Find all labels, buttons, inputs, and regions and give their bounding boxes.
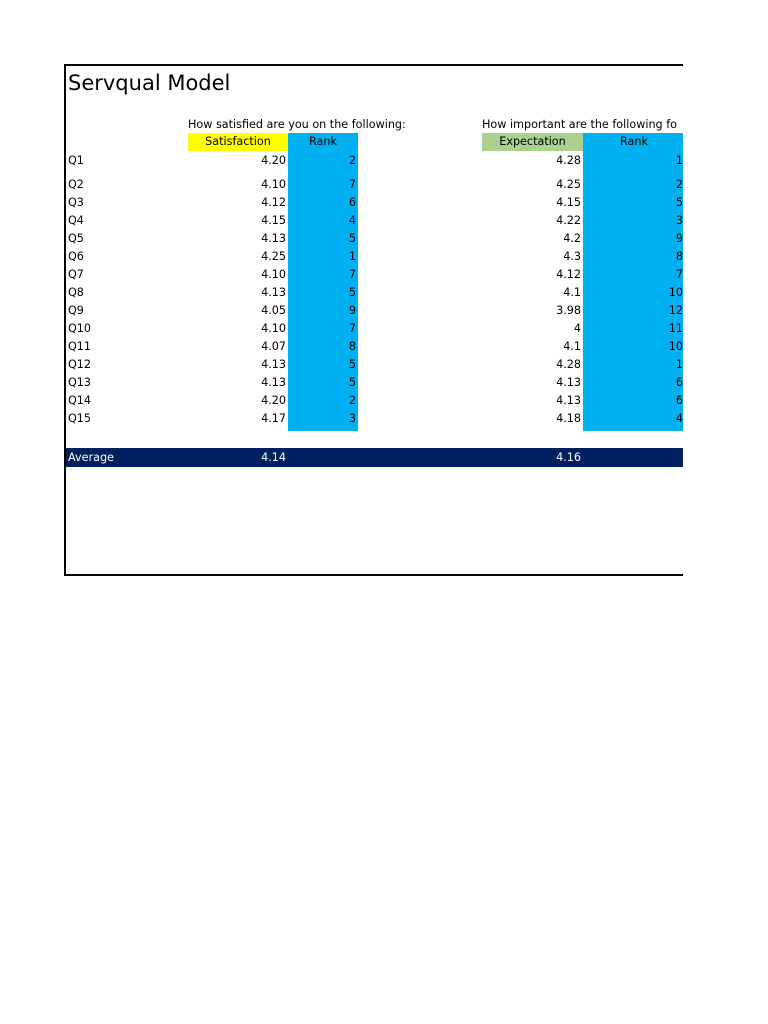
row-satisfaction-rank: 6: [348, 196, 356, 209]
row-satisfaction: 4.07: [261, 340, 286, 353]
satisfaction-rank-header: Rank: [309, 135, 337, 148]
row-satisfaction-rank: 7: [348, 268, 356, 281]
row-satisfaction-rank: 4: [348, 214, 356, 227]
row-expectation: 4.28: [556, 154, 581, 167]
row-question: Q15: [68, 412, 92, 425]
row-expectation-rank: 1: [675, 154, 683, 167]
expectation-header: Expectation: [482, 133, 583, 151]
row-question: Q9: [68, 304, 84, 317]
row-satisfaction-rank: 2: [348, 394, 356, 407]
row-expectation: 4.22: [556, 214, 581, 227]
average-expectation: 4.16: [556, 451, 581, 464]
row-question: Q7: [68, 268, 84, 281]
row-expectation-rank: 8: [675, 250, 683, 263]
row-question: Q4: [68, 214, 84, 227]
row-expectation-rank: 10: [668, 286, 683, 299]
row-expectation-rank: 4: [675, 412, 683, 425]
row-satisfaction-rank: 8: [348, 340, 356, 353]
row-expectation: 4.15: [556, 196, 581, 209]
row-expectation-rank: 11: [668, 322, 683, 335]
row-satisfaction: 4.15: [261, 214, 286, 227]
satisfaction-question: How satisfied are you on the following:: [188, 118, 406, 131]
spreadsheet-sheet: [64, 64, 683, 576]
row-question: Q3: [68, 196, 84, 209]
row-satisfaction: 4.10: [261, 178, 286, 191]
row-satisfaction-rank: 7: [348, 322, 356, 335]
row-expectation: 3.98: [556, 304, 581, 317]
row-expectation: 4.25: [556, 178, 581, 191]
sheet-title: Servqual Model: [68, 71, 231, 95]
row-satisfaction: 4.12: [261, 196, 286, 209]
row-satisfaction: 4.13: [261, 286, 286, 299]
row-question: Q10: [68, 322, 92, 335]
row-expectation-rank: 10: [668, 340, 683, 353]
row-question: Q14: [68, 394, 92, 407]
expectation-rank-header: Rank: [620, 135, 648, 148]
row-satisfaction: 4.25: [261, 250, 286, 263]
importance-question: How important are the following fo: [482, 118, 677, 131]
satisfaction-header: Satisfaction: [188, 133, 288, 151]
row-expectation: 4.13: [556, 376, 581, 389]
row-satisfaction-rank: 7: [348, 178, 356, 191]
row-satisfaction-rank: 5: [348, 232, 356, 245]
row-satisfaction-rank: 5: [348, 286, 356, 299]
row-question: Q11: [68, 340, 92, 353]
row-expectation: 4.3: [563, 250, 581, 263]
row-satisfaction: 4.13: [261, 376, 286, 389]
row-question: Q1: [68, 154, 84, 167]
row-question: Q6: [68, 250, 84, 263]
row-expectation-rank: 5: [675, 196, 683, 209]
row-satisfaction-rank: 1: [348, 250, 356, 263]
row-expectation: 4.28: [556, 358, 581, 371]
row-expectation: 4.2: [563, 232, 581, 245]
row-expectation-rank: 6: [675, 376, 683, 389]
row-question: Q8: [68, 286, 84, 299]
row-question: Q13: [68, 376, 92, 389]
row-expectation: 4.12: [556, 268, 581, 281]
average-label: Average: [68, 451, 114, 464]
row-satisfaction: 4.05: [261, 304, 286, 317]
row-satisfaction: 4.10: [261, 268, 286, 281]
row-satisfaction: 4.13: [261, 358, 286, 371]
row-expectation-rank: 12: [668, 304, 683, 317]
row-satisfaction: 4.20: [261, 154, 286, 167]
row-satisfaction: 4.13: [261, 232, 286, 245]
row-expectation: 4.18: [556, 412, 581, 425]
average-row-band: [66, 448, 683, 467]
row-expectation-rank: 6: [675, 394, 683, 407]
row-expectation: 4.1: [563, 286, 581, 299]
row-expectation-rank: 3: [675, 214, 683, 227]
row-satisfaction-rank: 5: [348, 358, 356, 371]
row-satisfaction-rank: 9: [348, 304, 356, 317]
row-expectation-rank: 1: [675, 358, 683, 371]
average-satisfaction: 4.14: [261, 451, 286, 464]
row-question: Q12: [68, 358, 92, 371]
row-expectation: 4.13: [556, 394, 581, 407]
row-expectation: 4: [573, 322, 581, 335]
row-satisfaction: 4.17: [261, 412, 286, 425]
row-satisfaction-rank: 2: [348, 154, 356, 167]
row-question: Q2: [68, 178, 84, 191]
row-expectation: 4.1: [563, 340, 581, 353]
row-satisfaction: 4.10: [261, 322, 286, 335]
row-expectation-rank: 2: [675, 178, 683, 191]
row-question: Q5: [68, 232, 84, 245]
row-expectation-rank: 9: [675, 232, 683, 245]
row-expectation-rank: 7: [675, 268, 683, 281]
row-satisfaction: 4.20: [261, 394, 286, 407]
row-satisfaction-rank: 3: [348, 412, 356, 425]
row-satisfaction-rank: 5: [348, 376, 356, 389]
